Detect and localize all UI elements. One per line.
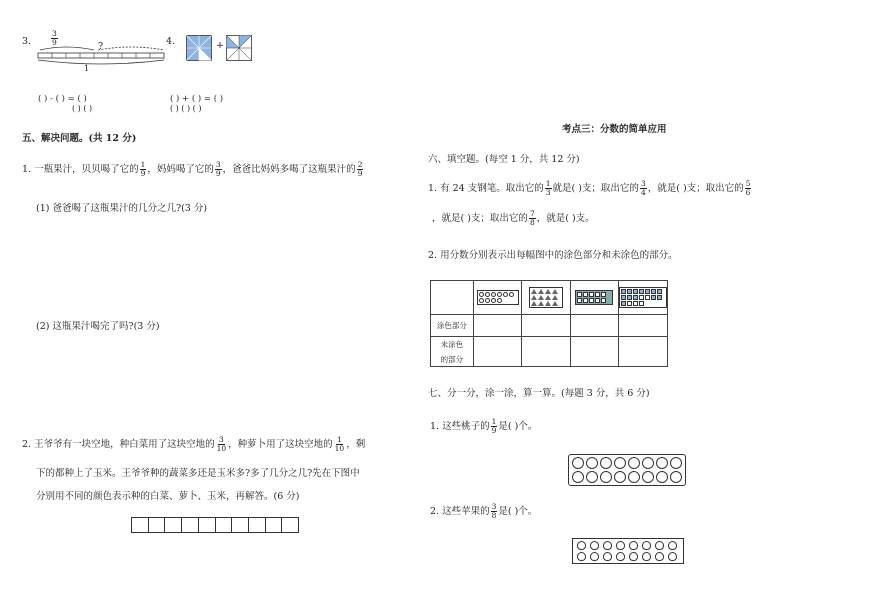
- shading-table: [430, 280, 668, 367]
- apple-grid[interactable]: [572, 538, 684, 564]
- question-1-part-2: (2) 这瓶果汁喝完了吗?(3 分): [36, 321, 160, 332]
- figure-circles: [473, 281, 522, 315]
- section-6-heading: 六、填空题。(每空 1 分，共 12 分): [428, 154, 580, 165]
- figure-triangles: [522, 281, 570, 315]
- answer-cell[interactable]: [619, 337, 668, 367]
- item4-label: 4.: [166, 36, 176, 47]
- item4-equation-sub: ( ) ( ) ( ): [170, 104, 202, 113]
- land-strip-grid[interactable]: [131, 517, 299, 533]
- item3-equation: ( ) - ( ) = ( ): [38, 94, 87, 104]
- item4-square-b: [226, 35, 252, 61]
- figure-grid: [619, 281, 668, 315]
- section-7-heading: 七、分一分，涂一涂，算一算。(每题 3 分，共 6 分): [428, 388, 650, 399]
- answer-cell[interactable]: [473, 337, 522, 367]
- plus-sign: +: [216, 40, 224, 51]
- item4-equation: ( ) + ( ) = ( ): [170, 94, 224, 104]
- row-label-shaded: 涂色部分: [431, 315, 474, 337]
- answer-cell[interactable]: [619, 315, 668, 337]
- answer-cell[interactable]: [522, 315, 570, 337]
- question-2-line-2: 下的都种上了玉米。王爷爷种的蔬菜多还是玉米多?多了几分之几?先在下图中: [36, 468, 360, 479]
- item3-equation-sub: ( ) ( ): [72, 104, 93, 113]
- apple-question: 2. 这些苹果的 $\frac{3}{8}$ 是( )个。: [430, 502, 538, 520]
- section-5-heading: 五、解决问题。(共 12 分): [22, 133, 137, 144]
- item4-square-a: [186, 35, 212, 61]
- item3-bar-diagram: [36, 46, 166, 70]
- item3-label: 3.: [22, 36, 32, 47]
- item3-fraction: $\frac{3}{9}$: [52, 29, 57, 47]
- peach-grid[interactable]: [568, 454, 686, 486]
- figure-squares: [570, 281, 618, 315]
- item3-question-mark: ?: [98, 41, 104, 52]
- answer-cell[interactable]: [570, 315, 618, 337]
- row-label-unshaded: 未涂色 的部分: [431, 337, 474, 367]
- question-2-line-1: 2. 王爷爷有一块空地，种白菜用了这块空地的 $\frac{3}{10}$ ，种萝卜用了这块空地的 $\frac{1}{10}$ ，剩: [22, 435, 366, 453]
- answer-cell[interactable]: [522, 337, 570, 367]
- answer-cell[interactable]: [570, 337, 618, 367]
- section-title: 考点三：分数的简单应用: [562, 124, 667, 135]
- fill-q1-line-2: ，就是( )支；取出它的 $\frac{7}{8}$ ，就是( )支。: [432, 209, 595, 227]
- question-2-line-3: 分别用不同的颜色表示种的白菜、萝卜、玉米，再解答。(6 分): [36, 491, 300, 502]
- item3-whole-label: 1: [84, 64, 90, 73]
- question-1-part-1: (1) 爸爸喝了这瓶果汁的几分之几?(3 分): [36, 203, 208, 214]
- fill-q1-line-1: 1. 有 24 支钢笔。取出它的 $\frac{1}{3}$ 就是( )支；取出它的 $\frac{3}{4}$ ，就是( )支；取出它的 $\frac{5}{6}$: [428, 179, 751, 197]
- answer-cell[interactable]: [473, 315, 522, 337]
- peach-question: 1. 这些桃子的 $\frac{1}{9}$ 是( )个。: [430, 417, 538, 435]
- fill-q2-text: 2. 用分数分别表示出每幅图中的涂色部分和未涂色的部分。: [428, 250, 678, 261]
- question-1-text: 1. 一瓶果汁，贝贝喝了它的 $\frac{1}{9}$ ，妈妈喝了它的 $\frac{3}{9}$ ，爸爸比妈妈多喝了这瓶果汁的 $\frac{2}{9}$: [22, 160, 363, 178]
